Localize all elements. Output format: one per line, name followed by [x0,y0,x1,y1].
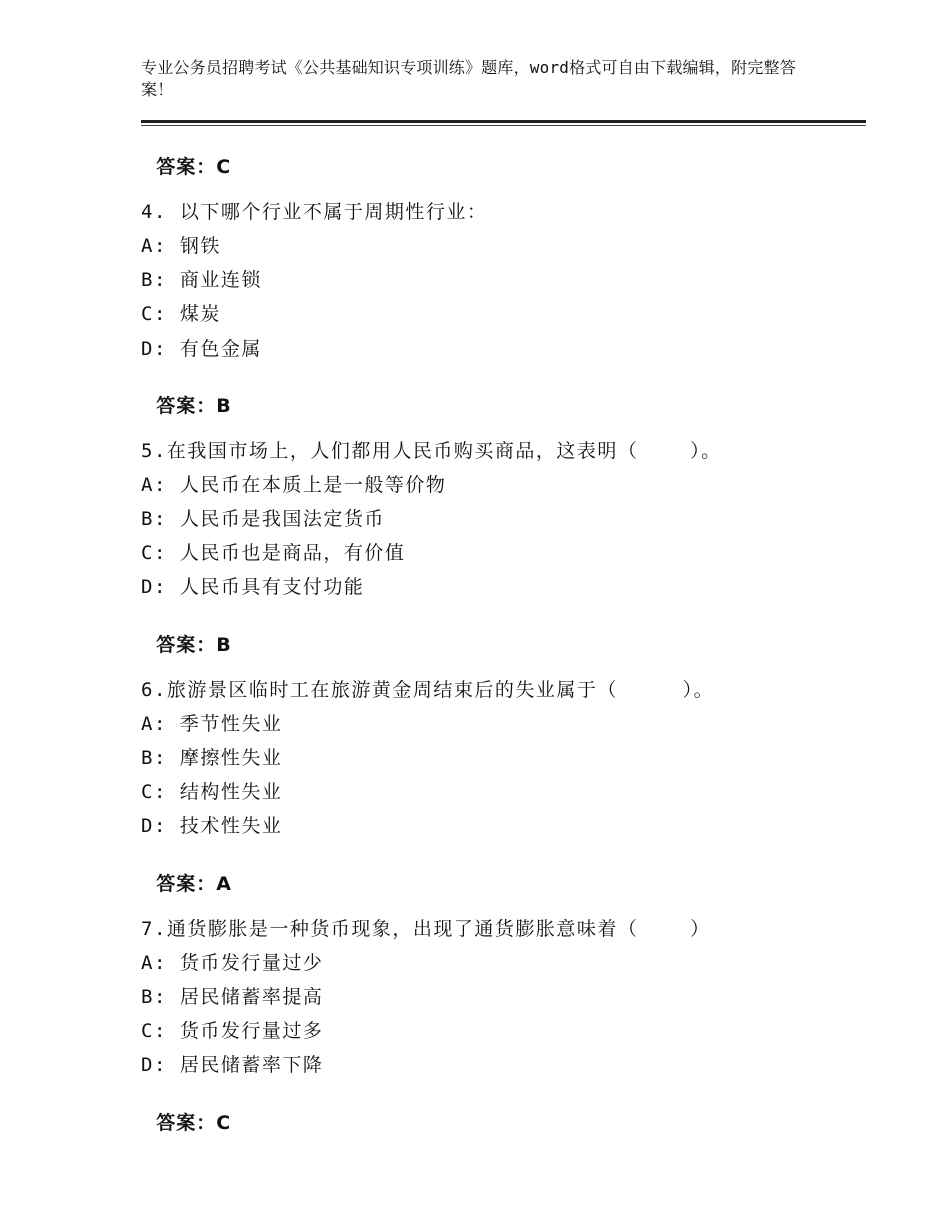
answer-value: C [216,156,232,178]
option-b: B: 摩擦性失业 [141,747,283,769]
answer-line [141,1087,231,1135]
answer-label: 答案： [156,873,217,895]
answer-line [141,609,232,657]
option-d: D: 有色金属 [141,338,262,360]
option-d: D: 技术性失业 [141,815,283,837]
header-rule-thick [141,120,866,123]
answer-label: 答案： [156,156,217,178]
option-c: C: 人民币也是商品，有价值 [141,542,406,564]
option-b: B: 居民储蓄率提高 [141,986,324,1008]
question-stem: 7.通货膨胀是一种货币现象，出现了通货膨胀意味着（ ） [141,918,711,940]
question-stem: 5.在我国市场上，人们都用人民币购买商品，这表明（ ）。 [141,440,722,462]
option-d: D: 人民币具有支付功能 [141,576,365,598]
option-c: C: 煤炭 [141,303,221,325]
answer-label: 答案： [156,634,217,656]
answer-value: A [216,873,232,895]
option-a: A: 季节性失业 [141,713,283,735]
question-stem: 6.旅游景区临时工在旅游黄金周结束后的失业属于（ ）。 [141,679,715,701]
option-a: A: 人民币在本质上是一般等价物 [141,474,447,496]
answer-value: B [216,634,232,656]
question-stem: 4. 以下哪个行业不属于周期性行业： [141,201,488,223]
answer-value: B [216,395,232,417]
option-a: A: 钢铁 [141,235,221,257]
answer-value: C [216,1112,232,1134]
header-rule-thin [141,125,866,126]
option-d: D: 居民储蓄率下降 [141,1054,324,1076]
option-b: B: 人民币是我国法定货币 [141,508,385,530]
answer-line [141,131,231,179]
answer-label: 答案： [156,395,217,417]
document-header: 专业公务员招聘考试《公共基础知识专项训练》题库，word格式可自由下载编辑，附完整答案！ [141,58,796,99]
option-b: B: 商业连锁 [141,269,262,291]
option-c: C: 货币发行量过多 [141,1020,324,1042]
option-c: C: 结构性失业 [141,781,283,803]
answer-label: 答案： [156,1112,217,1134]
answer-line [141,370,232,418]
option-a: A: 货币发行量过少 [141,952,324,974]
answer-line [141,848,232,896]
